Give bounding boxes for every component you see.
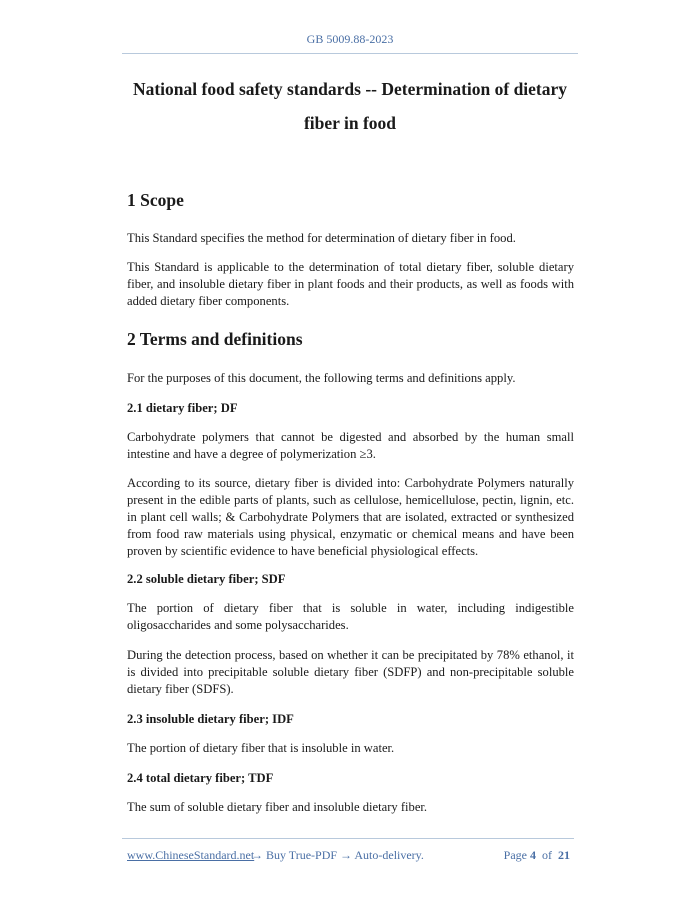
page-current: 4: [530, 848, 536, 862]
document-code: GB 5009.88-2023: [306, 32, 394, 46]
section-heading-terms: 2 Terms and definitions: [127, 329, 303, 349]
page-number: [504, 848, 570, 863]
term-title-insoluble-fiber: 2.3 insoluble dietary fiber; IDF: [127, 712, 294, 726]
title-line-1: National food safety standards -- Determination of dietary: [132, 79, 568, 99]
term-title-total-fiber: 2.4 total dietary fiber; TDF: [127, 771, 274, 785]
title-line-2: fiber in food: [303, 113, 397, 133]
section-heading-scope: 1 Scope: [127, 190, 184, 210]
footer-divider: [122, 838, 574, 839]
scope-paragraph-2: This Standard is applicable to the determination of total dietary fiber, soluble dietary fiber, and insoluble dietary fiber in plant foods and their products, as well as foods with added dietary fiber components.: [127, 260, 574, 308]
term-note-dietary-fiber: According to its source, dietary fiber is divided into: Carbohydrate Polymers naturally present in the edible parts of plants, such as cellulose, hemicellulose, pectin, lignin, etc. in plant cell walls; & Carbohydrate Polymers that are isolated, extracted or synthesized from food raw materials using physical, enzymatic or chemical means and have been proven by scientific evidence to have beneficial physiological effects.: [127, 476, 574, 558]
header-divider: [122, 53, 578, 54]
page-total: 21: [558, 848, 570, 862]
term-definition-soluble-fiber: The portion of dietary fiber that is soluble in water, including indigestible oligosaccharides and some polysaccharides.: [127, 601, 574, 632]
scope-paragraph-1: This Standard specifies the method for determination of dietary fiber in food.: [127, 231, 516, 245]
page-label: Page: [503, 848, 527, 862]
term-title-dietary-fiber: 2.1 dietary fiber; DF: [127, 401, 238, 415]
term-definition-dietary-fiber: Carbohydrate polymers that cannot be digested and absorbed by the human small intestine and have a degree of polymerization ≥3.: [127, 430, 574, 461]
terms-intro: For the purposes of this document, the following terms and definitions apply.: [127, 371, 516, 385]
term-definition-total-fiber: The sum of soluble dietary fiber and insoluble dietary fiber.: [127, 800, 428, 814]
page-of-label: of: [542, 848, 552, 862]
term-note-soluble-fiber: During the detection process, based on whether it can be precipitated by 78% ethanol, it is divided into precipitable soluble dietary fiber (SDFP) and non-precipitable soluble dietary fiber (SDFS).: [127, 648, 574, 696]
footer-purchase-text: → Buy True-PDF → Auto-delivery.: [251, 848, 424, 862]
document-title: [110, 72, 590, 140]
footer-site-link[interactable]: www.ChineseStandard.net: [127, 848, 255, 862]
term-title-soluble-fiber: 2.2 soluble dietary fiber; SDF: [127, 572, 286, 586]
term-definition-insoluble-fiber: The portion of dietary fiber that is insoluble in water.: [127, 741, 395, 755]
